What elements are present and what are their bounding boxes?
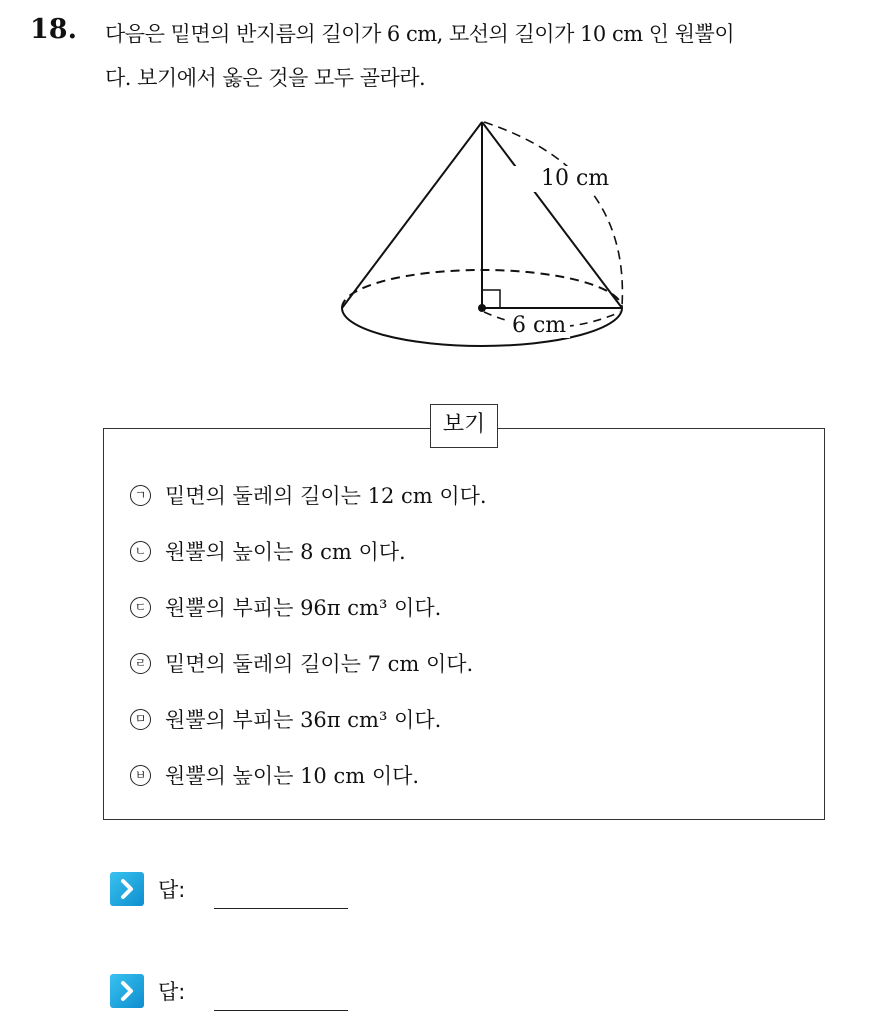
item-marker: ㄹ [130, 653, 151, 674]
question-number: 18. [30, 14, 77, 45]
cone-base-front [342, 308, 622, 346]
chevron-right-icon [110, 974, 144, 1008]
question-text-line1: 다음은 밑면의 반지름의 길이가 6 cm, 모선의 길이가 10 cm 인 원뿔이 [105, 22, 735, 46]
item-marker: ㄷ [130, 597, 151, 618]
cone-figure [330, 110, 640, 360]
item-text: 밑면의 둘레의 길이는 7 cm 이다. [165, 652, 474, 676]
answer-label: 답: [158, 980, 186, 1004]
radius-label: 6 cm [512, 313, 567, 338]
cone-right-side [482, 122, 622, 308]
item-marker: ㅂ [130, 765, 151, 786]
cone-diagram [330, 110, 640, 360]
item-marker: ㅁ [130, 709, 151, 730]
chevron-right-icon [110, 872, 144, 906]
item-text: 원뿔의 높이는 8 cm 이다. [165, 540, 406, 564]
bogi-item-1 [130, 476, 487, 516]
item-text: 밑면의 둘레의 길이는 12 cm 이다. [165, 484, 487, 508]
item-marker: ㄴ [130, 541, 151, 562]
slant-label: 10 cm [541, 166, 610, 191]
bogi-item-5 [130, 700, 441, 740]
answer-label: 답: [158, 878, 186, 902]
bogi-title: 보기 [430, 404, 498, 448]
bogi-item-2 [130, 532, 406, 572]
bogi-item-3 [130, 588, 441, 628]
cone-center-point [478, 304, 486, 312]
item-marker: ㄱ [130, 485, 151, 506]
item-text: 원뿔의 부피는 96π cm³ 이다. [165, 596, 442, 620]
cone-left-side [342, 122, 482, 308]
item-text: 원뿔의 부피는 36π cm³ 이다. [165, 708, 442, 732]
question-text-line2: 다. 보기에서 옳은 것을 모두 골라라. [105, 66, 426, 90]
item-text: 원뿔의 높이는 10 cm 이다. [165, 764, 420, 788]
bogi-item-6 [130, 756, 419, 796]
bogi-item-4 [130, 644, 473, 684]
answer-blank-2[interactable] [214, 1010, 348, 1011]
slant-dimension-arc [484, 122, 622, 306]
answer-blank-1[interactable] [214, 908, 348, 909]
